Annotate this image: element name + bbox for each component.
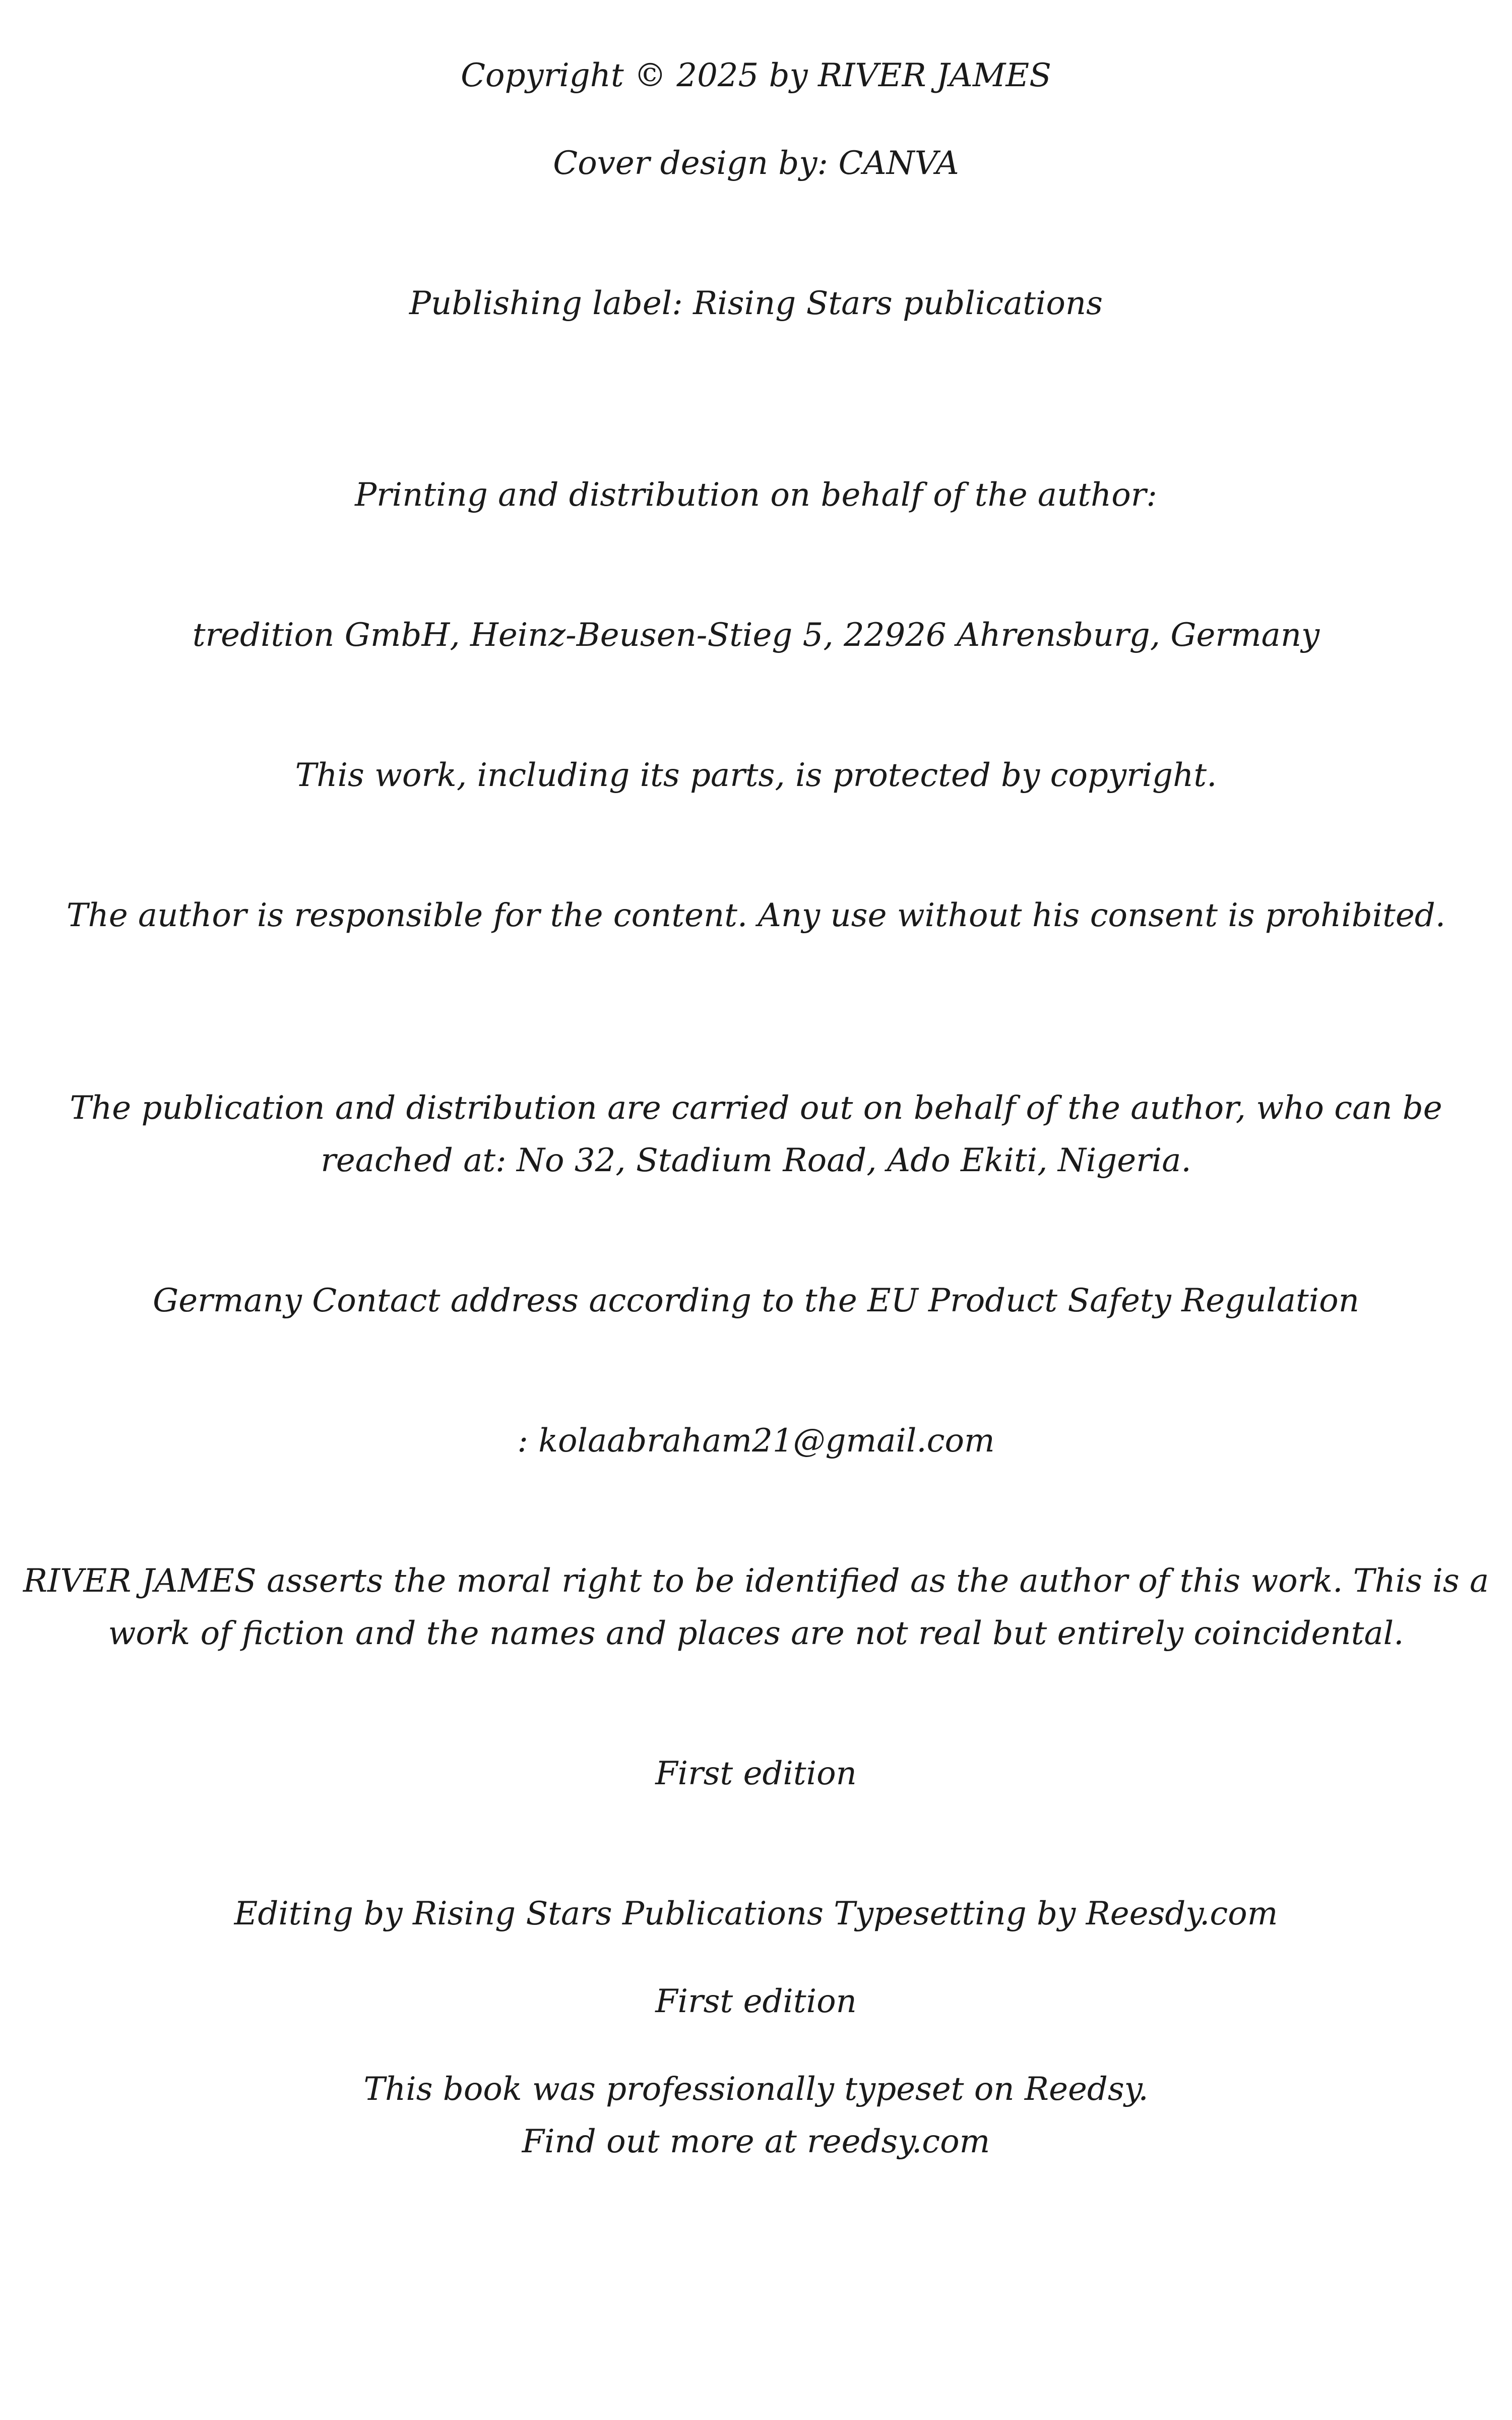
publishing-label: Publishing label: Rising Stars publications <box>409 285 1103 322</box>
publication-notice-line-1: The publication and distribution are carried out on behalf of the author, who can be <box>70 1090 1442 1127</box>
moral-rights-line-2: work of fiction and the names and places are not real but entirely coincidental. <box>108 1615 1404 1652</box>
contact-email: : kolaabraham21@gmail.com <box>517 1422 995 1460</box>
first-edition-label: First edition <box>655 1755 857 1792</box>
copyright-line: Copyright © 2025 by RIVER JAMES <box>461 57 1051 94</box>
editing-typesetting-credit: Editing by Rising Stars Publications Typesetting by Reesdy.com <box>234 1895 1278 1932</box>
publication-notice-line-2: reached at: No 32, Stadium Road, Ado Ekiti, Nigeria. <box>321 1142 1191 1179</box>
copyright-protection-notice: This work, including its parts, is protected by copyright. <box>295 757 1217 794</box>
content-responsibility-notice: The author is responsible for the content. Any use without his consent is prohibited. <box>66 897 1446 934</box>
reedsy-link-note: Find out more at reedsy.com <box>522 2123 990 2160</box>
eu-contact-heading: Germany Contact address according to the EU Product Safety Regulation <box>153 1282 1359 1319</box>
printer-address: tredition GmbH, Heinz-Beusen-Stieg 5, 22926 Ahrensburg, Germany <box>192 617 1320 654</box>
cover-design-credit: Cover design by: CANVA <box>553 145 959 182</box>
printing-heading: Printing and distribution on behalf of the author: <box>355 476 1157 514</box>
reedsy-typeset-note: This book was professionally typeset on Reedsy. <box>363 2071 1149 2108</box>
first-edition-label-2: First edition <box>655 1983 857 2020</box>
moral-rights-line-1: RIVER JAMES asserts the moral right to be identified as the author of this work. This is a <box>23 1562 1489 1600</box>
